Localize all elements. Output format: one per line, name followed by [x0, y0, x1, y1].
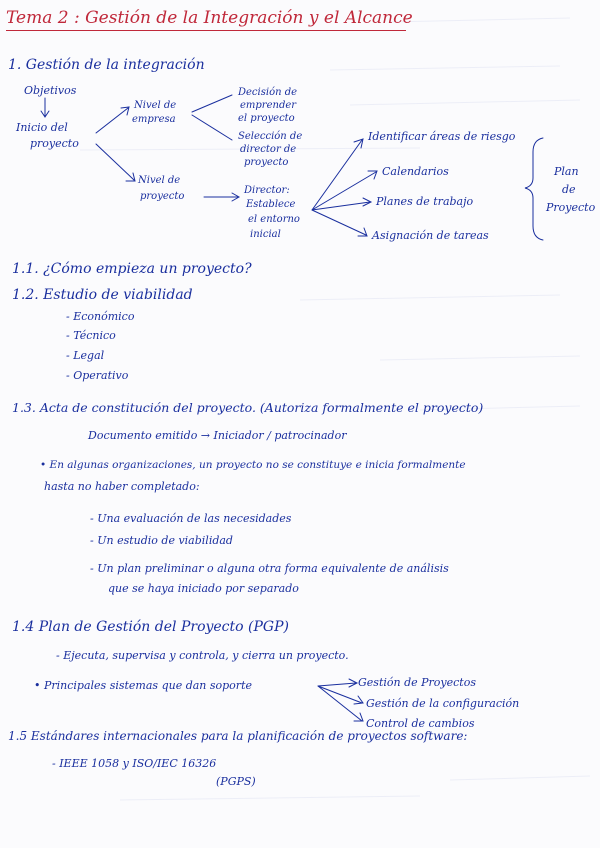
pgp-list-2: Gestión de la configuración — [366, 697, 520, 710]
inicio-line2: proyecto — [30, 137, 79, 150]
inicio-line1: Inicio del — [16, 121, 68, 134]
nivel-proyecto-1: Nivel de — [138, 175, 181, 186]
pgp-list-1: Gestión de Proyectos — [358, 676, 476, 689]
viabilidad-item-3: - Legal — [66, 349, 105, 362]
section-1-4-heading: 1.4 Plan de Gestión del Proyecto (PGP) — [12, 619, 289, 635]
seleccion-1: Selección de — [238, 131, 303, 142]
director-3: el entorno — [248, 214, 300, 225]
section-1-2-heading: 1.2. Estudio de viabilidad — [12, 287, 193, 303]
objetivos-label: Objetivos — [24, 84, 77, 97]
plan-label-1: Plan — [554, 165, 579, 178]
estandares-items: - IEEE 1058 y ISO/IEC 16326 — [52, 757, 217, 770]
director-1: Director: — [244, 185, 290, 196]
acta-sub: Documento emitido → Iniciador / patrocinador — [88, 429, 347, 442]
acta-note-1: • En algunas organizaciones, un proyecto no se constituye e inicia formalmente — [40, 459, 466, 471]
pgp-list-3: Control de cambios — [366, 717, 475, 730]
seleccion-3: proyecto — [244, 157, 289, 168]
acta-bullet-3-cont: que se haya iniciado por separado — [108, 582, 299, 595]
seleccion-2: director de — [240, 144, 297, 155]
nivel-empresa-1: Nivel de — [134, 100, 177, 111]
acta-bullet-1: - Una evaluación de las necesidades — [90, 512, 292, 525]
accion-riesgo: Identificar áreas de riesgo — [368, 130, 516, 143]
estandares-abbr: (PGPS) — [216, 775, 256, 788]
nivel-proyecto-2: proyecto — [140, 191, 185, 202]
director-2: Establece — [246, 199, 296, 210]
decision-2: emprender — [240, 100, 297, 111]
accion-tareas: Asignación de tareas — [372, 229, 489, 242]
accion-planes: Planes de trabajo — [376, 195, 474, 208]
page-title: Tema 2 : Gestión de la Integración y el Alcance — [6, 8, 413, 28]
viabilidad-item-1: - Económico — [66, 310, 135, 323]
acta-bullet-2: - Un estudio de viabilidad — [90, 534, 233, 547]
acta-bullet-3: - Un plan preliminar o alguna otra forma equivalente de análisis — [90, 562, 449, 575]
director-4: inicial — [250, 229, 281, 240]
plan-label-2: de — [562, 183, 576, 196]
decision-3: el proyecto — [238, 113, 295, 124]
viabilidad-item-2: - Técnico — [66, 329, 116, 342]
accion-calendarios: Calendarios — [382, 165, 449, 178]
section-1-1-heading: 1.1. ¿Cómo empieza un proyecto? — [12, 261, 252, 277]
section-1-3-heading: 1.3. Acta de constitución del proyecto. (Autoriza formalmente el proyecto) — [12, 400, 484, 415]
viabilidad-item-4: - Operativo — [66, 369, 129, 382]
acta-note-2: hasta no haber completado: — [44, 480, 200, 493]
nivel-empresa-2: empresa — [132, 114, 176, 125]
section-1-heading: 1. Gestión de la integración — [8, 57, 205, 73]
section-1-5-heading: 1.5 Estándares internacionales para la planificación de proyectos software: — [8, 729, 468, 743]
decision-1: Decisión de — [238, 87, 298, 98]
pgp-sistemas: • Principales sistemas que dan soporte — [34, 679, 252, 692]
pgp-sub: - Ejecuta, supervisa y controla, y cierra un proyecto. — [56, 649, 349, 662]
plan-label-3: Proyecto — [546, 201, 596, 214]
